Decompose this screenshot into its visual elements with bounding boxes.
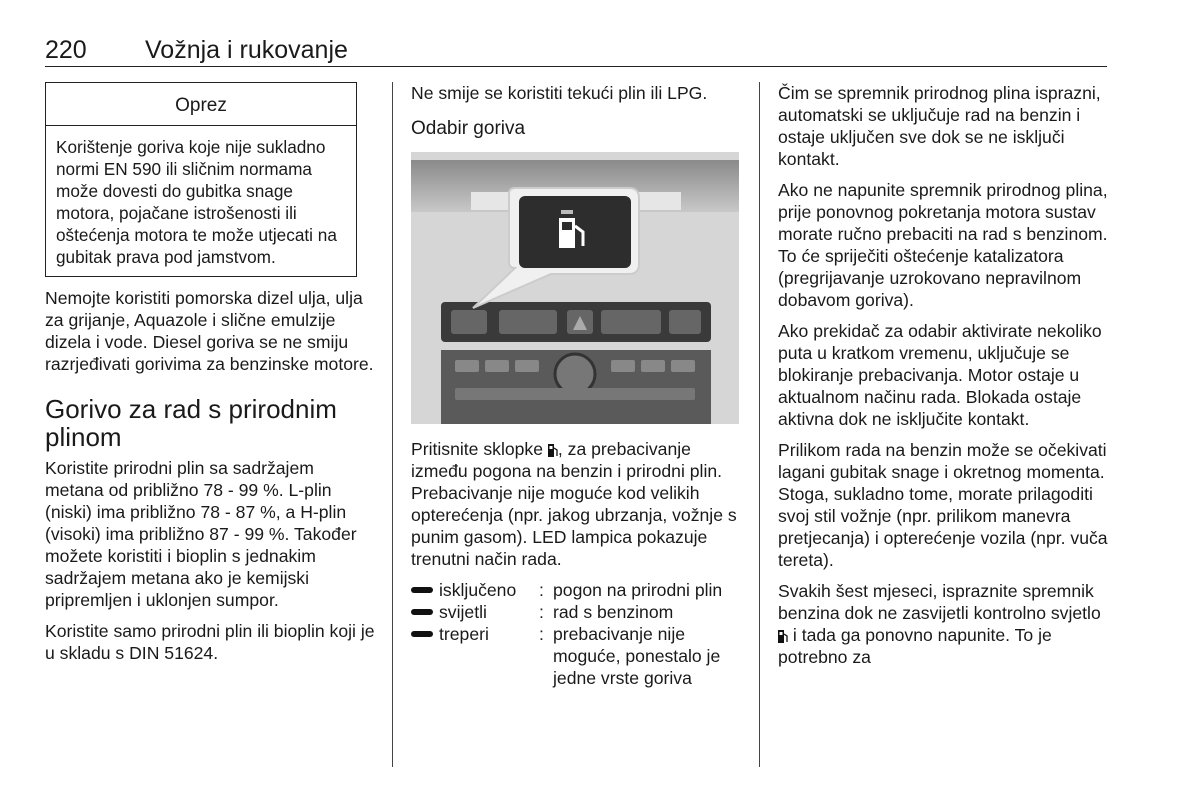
fuel-pump-icon: [778, 629, 788, 643]
led-indicator-icon: [411, 609, 433, 615]
legend-separator: :: [539, 602, 544, 622]
subsection-heading: Odabir goriva: [411, 118, 526, 139]
legend-row: [411, 601, 741, 623]
led-legend: [411, 579, 741, 689]
legend-state: isključeno: [439, 580, 517, 600]
legend-description: prebacivanje nije moguće, ponestalo je jedne vrste goriva: [553, 624, 721, 688]
page-number: 220: [45, 36, 87, 64]
legend-row: [411, 623, 741, 689]
paragraph: Ako prekidač za odabir aktivirate nekoliko puta u kratkom vremenu, uključuje se blokiranje prebacivanja. Motor ostaje u aktualnom načinu rada. Blokada ostaje aktivna dok ne isključite kontakt.: [778, 321, 1102, 429]
legend-description: pogon na prirodni plin: [553, 580, 723, 600]
led-indicator-icon: [411, 587, 433, 593]
section-heading: Gorivo za rad s prirodnim plinom: [45, 394, 337, 452]
legend-description: rad s benzinom: [553, 602, 674, 622]
paragraph: [411, 438, 741, 570]
legend-state: svijetli: [439, 602, 487, 622]
dashboard-illustration: [411, 152, 739, 424]
column-divider: [392, 82, 393, 767]
paragraph: Ako ne napunite spremnik prirodnog plina, prije ponovnog pokretanja motora sustav morate ručno prebaciti na rad s benzinom. To će spriječiti oštećenje katalizatora (pregrijavanje uzrokovano nepravilnom dobavom goriva).: [778, 180, 1108, 310]
led-indicator-icon: [411, 631, 433, 637]
caution-title: Oprez: [46, 83, 356, 126]
caution-box: [45, 82, 357, 277]
column-divider: [759, 82, 760, 767]
legend-row: [411, 579, 741, 601]
text-run: Pritisnite sklopke: [411, 439, 544, 459]
paragraph: Prilikom rada na benzin može se očekivati lagani gubitak snage i okretnog momenta. Stoga, sukladno tome, morate prilagoditi svoj stil vožnje (npr. prilikom manevra pretjecanja) i opterećenje vozila (npr. vuča tereta).: [778, 440, 1108, 570]
text-run: , za prebacivanje između pogona na benzin i prirodni plin. Prebacivanje nije moguće kod velikih opterećenja (npr. jakog ubrzanja, vožnje s punim gasom). LED lampica pokazuje trenutni način rada.: [411, 439, 737, 569]
paragraph: Koristite samo prirodni plin ili bioplin koji je u skladu s DIN 51624.: [45, 621, 375, 663]
paragraph: Ne smije se koristiti tekući plin ili LPG.: [411, 83, 708, 103]
text-run: i tada ga ponovno napunite. To je potrebno za: [778, 625, 1052, 667]
paragraph: Čim se spremnik prirodnog plina isprazni, automatski se uključuje rad na benzin i ostaje uključen sve dok se ne isključi kontakt.: [778, 83, 1101, 169]
legend-separator: :: [539, 580, 544, 600]
text-run: Svakih šest mjeseci, ispraznite spremnik benzina dok ne zasvijetli kontrolno svjetlo: [778, 581, 1101, 623]
paragraph: Koristite prirodni plin sa sadržajem metana od približno 78 - 99 %. L-plin (niski) ima približno 78 - 87 %, a H-plin (visoki) ima približno 87 - 99 %. Također možete koristiti i bioplin s jednakim sadržajem metana ako je kemijski pripremljen i uklonjen sumpor.: [45, 458, 357, 610]
page-header: [45, 36, 1107, 67]
chapter-title: Vožnja i rukovanje: [145, 36, 348, 64]
column-2: [411, 82, 741, 689]
dashboard-figure: [411, 152, 739, 424]
column-3: [778, 82, 1108, 677]
fuel-pump-icon: [548, 443, 558, 457]
paragraph: [778, 580, 1108, 668]
caution-text: Korištenje goriva koje nije sukladno normi EN 590 ili sličnim normama može dovesti do gubitka snage motora, pojačane istrošenosti ili oštećenja motora te može utjecati na gubitak prava pod jamstvom.: [56, 137, 337, 267]
column-1: [45, 82, 375, 673]
legend-state: treperi: [439, 624, 489, 644]
legend-separator: :: [539, 624, 544, 644]
paragraph: Nemojte koristiti pomorska dizel ulja, ulja za grijanje, Aquazole i slične emulzije dizela i vode. Diesel goriva se ne smiju razrjeđivati gorivima za benzinske motore.: [45, 288, 374, 374]
